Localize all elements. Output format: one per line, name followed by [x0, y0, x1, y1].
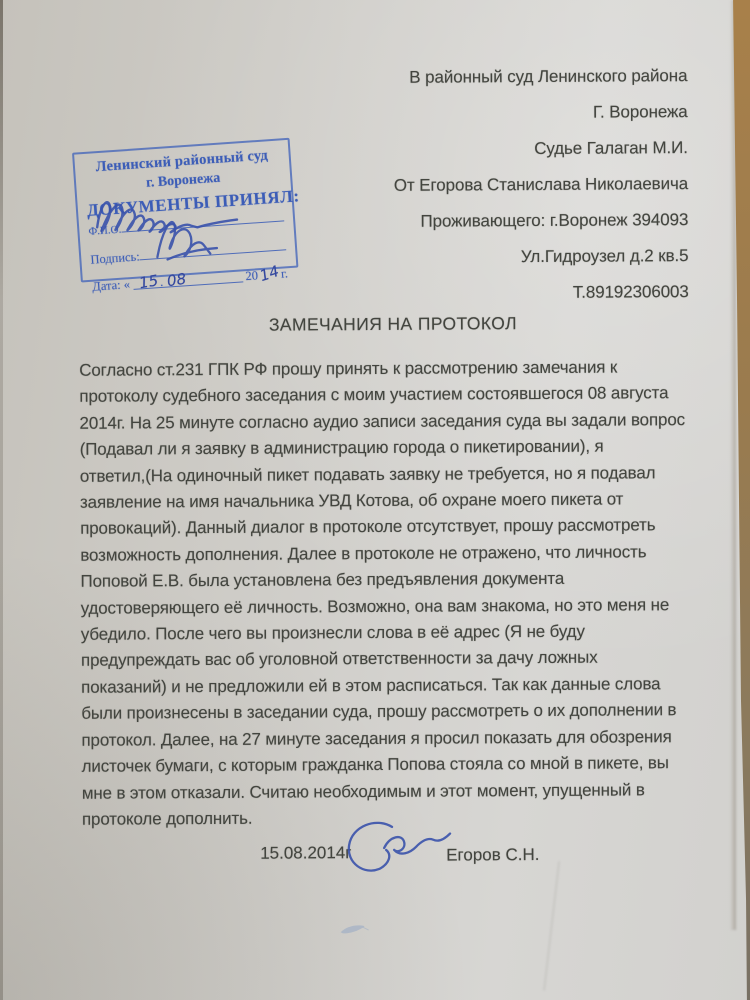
addressee-header	[393, 58, 689, 312]
stamp-date-row	[92, 263, 289, 294]
signature-date: 15.08.2014г	[260, 843, 352, 863]
body-line: протоколу судебного заседания с моим участием состоявшегося 08 августа	[79, 383, 669, 407]
stamp-signature-label: Подпись:	[89, 249, 141, 267]
stamp-handwritten-month: 08	[165, 269, 188, 291]
body-line: удостоверяющего её личность. Возможно, она вам знакома, но это меня не	[80, 594, 670, 618]
court-intake-stamp	[72, 138, 301, 294]
body-line: листочек бумаги, с которым гражданка Попова стояла со мной в пикете, вы	[81, 753, 669, 776]
body-line: протокол. Далее, на 27 минуте заседания я просил показать для обозрения	[81, 726, 672, 750]
header-line-phone: Т.89192306003	[572, 282, 689, 302]
stamp-year-prefix: 20	[244, 268, 259, 284]
header-line-from: От Егорова Станислава Николаевича	[393, 174, 689, 195]
stamp-date-filler	[186, 280, 242, 284]
stamp-accepted-heading: ДОКУМЕНТЫ ПРИНЯЛ:	[86, 186, 301, 220]
header-line-court: В районный суд Ленинского района	[409, 66, 688, 87]
body-line: Согласно ст.231 ГПК РФ прошу принять к рассмотрению замечания к	[79, 357, 618, 380]
body-line: провокаций). Данный диалог в протоколе отсутствует, прошу рассмотреть	[80, 515, 656, 539]
stamp-handwritten-year: 14	[257, 262, 282, 286]
body-line: 2014г. На 25 минуте согласно аудио записи заседания суда вы задали вопрос	[79, 409, 686, 433]
ink-smudge	[337, 918, 373, 940]
stamp-court-name: Ленинский районный суд	[95, 147, 269, 176]
body-line: предупреждать вас об уголовной ответственности за дачу ложных	[80, 648, 598, 671]
body-line: возможность дополнения. Далее в протоколе не отражено, что личность	[80, 542, 647, 565]
stamp-date-label: Дата: «	[91, 277, 131, 294]
stamp-year-suffix: г.	[280, 266, 289, 281]
body-line: протоколе дополнить.	[81, 808, 253, 829]
header-line-residence: Проживающего: г.Воронеж 394093	[420, 210, 689, 231]
stamp-fio-label: Ф.И.О.	[88, 223, 122, 238]
body-line: ответил,(На одиночный пикет подавать заявку не требуется, но я подавал	[79, 462, 656, 486]
stamp-court-city: г. Воронежа	[145, 170, 221, 191]
signature-name: Егоров С.Н.	[446, 845, 540, 865]
body-line: мне в этом отказали. Считаю необходимым и этот момент, упущенный в	[81, 779, 645, 803]
header-line-city: Г. Воронежа	[592, 102, 688, 122]
photo-left-edge	[0, 0, 3, 1000]
body-line: были произнесены в заседании суда, прошу рассмотреть о их дополнении в	[81, 700, 677, 724]
body-line: Поповой Е.В. была установлена без предъявления документа	[80, 569, 565, 592]
body-line: показаний) и не предложили ей в этом расписаться. Так как данные слова	[81, 674, 661, 697]
document-title: ЗАМЕЧАНИЯ НА ПРОТОКОЛ	[268, 313, 517, 335]
stamp-signature-handwriting-scrawl	[138, 205, 246, 268]
stamp-handwritten-day: 15	[137, 271, 160, 293]
stamp-date-separator: .	[159, 274, 164, 290]
header-line-judge: Судье Галаган М.И.	[534, 138, 688, 159]
stamp-date-blank-line	[132, 266, 243, 293]
document-body	[79, 354, 687, 833]
paper-crease	[543, 861, 560, 990]
header-line-address: Ул.Гидроузел д.2 кв.5	[520, 246, 689, 267]
handwritten-signature	[342, 818, 454, 877]
body-line: заявление на имя начальника УВД Котова, об охране моего пикета от	[79, 489, 624, 512]
body-line: (Подавал ли я заявку в администрацию города о пикетировании), я	[79, 436, 604, 460]
body-line: убедило. После чего вы произнесли слова в её адрес (Я не буду	[80, 621, 585, 644]
